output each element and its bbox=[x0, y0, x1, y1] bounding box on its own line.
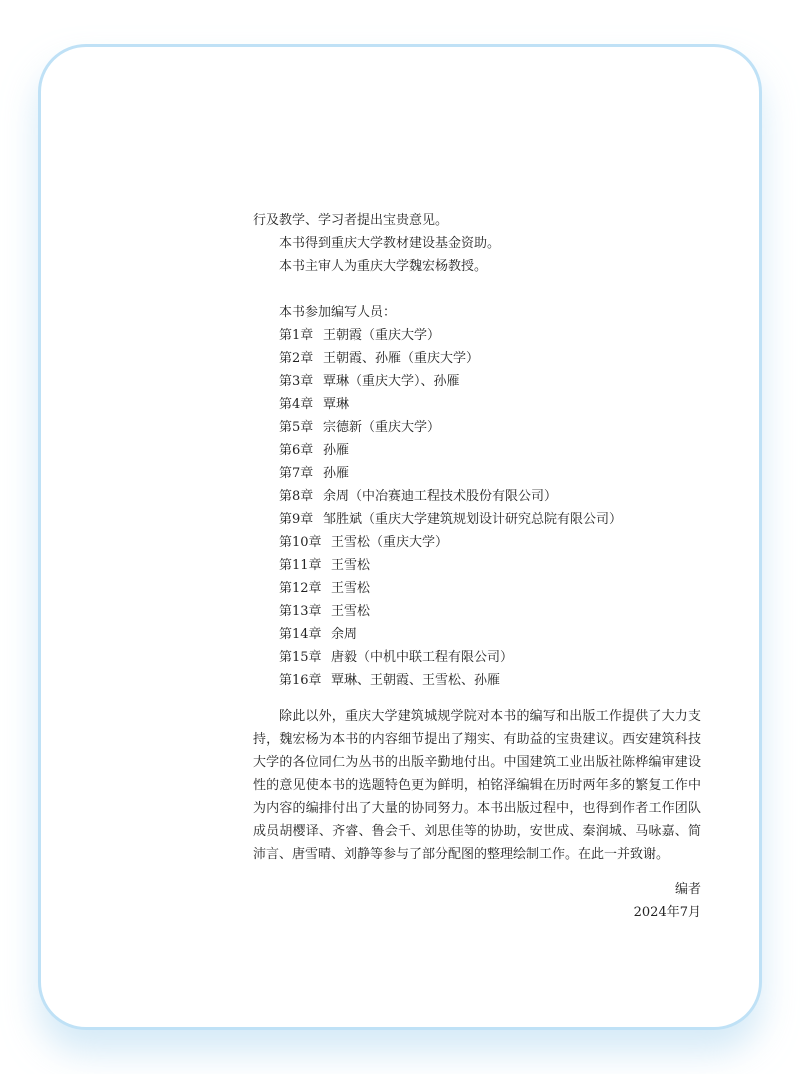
acknowledgement-paragraph: 除此以外，重庆大学建筑城规学院对本书的编写和出版工作提供了大力支持，魏宏杨为本书的内容细节提出了翔实、有助益的宝贵建议。西安建筑科技大学的各位同仁为丛书的出版辛勤地付出。中国建筑工业出版社陈桦编审建设性的意见使本书的选题特色更为鲜明，柏铭泽编辑在历时两年多的繁复工作中为内容的编排付出了大量的协同努力。本书出版过程中，也得到作者工作团队成员胡樱译、齐睿、鲁会千、刘思佳等的协助，安世成、秦润城、马咏嘉、简沛言、唐雪晴、刘静等参与了部分配图的整理绘制工作。在此一并致谢。 bbox=[253, 709, 701, 862]
chapter-authors: 宗德新（重庆大学） bbox=[323, 420, 441, 435]
chapter-number: 第8章 bbox=[279, 489, 314, 504]
chapter-number: 第14章 bbox=[279, 627, 322, 642]
chapter-number: 第6章 bbox=[279, 443, 314, 458]
chapter-authors: 余周（中冶赛迪工程技术股份有限公司） bbox=[323, 489, 558, 504]
chapter-row bbox=[253, 669, 701, 692]
intro-line-reviewer: 本书主审人为重庆大学魏宏杨教授。 bbox=[279, 259, 488, 274]
chapter-row bbox=[253, 508, 701, 531]
chapter-row bbox=[253, 370, 701, 393]
chapter-authors: 王朝霞（重庆大学） bbox=[323, 328, 441, 343]
chapter-row bbox=[253, 347, 701, 370]
chapter-authors: 孙雁 bbox=[323, 466, 350, 481]
chapter-authors: 孙雁 bbox=[323, 443, 350, 458]
chapter-number: 第13章 bbox=[279, 604, 322, 619]
chapter-row bbox=[253, 623, 701, 646]
chapter-authors: 覃琳、王朝霞、王雪松、孙雁 bbox=[331, 673, 501, 688]
chapter-row bbox=[253, 600, 701, 623]
document-body bbox=[253, 209, 701, 924]
chapter-authors: 覃琳 bbox=[323, 397, 350, 412]
chapter-number: 第7章 bbox=[279, 466, 314, 481]
chapter-row bbox=[253, 531, 701, 554]
chapter-row bbox=[253, 554, 701, 577]
chapter-authors: 唐毅（中机中联工程有限公司） bbox=[331, 650, 514, 665]
chapter-authors: 王朝霞、孙雁（重庆大学） bbox=[323, 351, 480, 366]
chapter-number: 第10章 bbox=[279, 535, 322, 550]
chapter-authors: 余周 bbox=[331, 627, 358, 642]
chapter-row bbox=[253, 577, 701, 600]
chapter-number: 第15章 bbox=[279, 650, 322, 665]
chapter-number: 第16章 bbox=[279, 673, 322, 688]
chapter-number: 第11章 bbox=[279, 558, 322, 573]
chapter-number: 第9章 bbox=[279, 512, 314, 527]
chapter-row bbox=[253, 485, 701, 508]
intro-line-continuation: 行及教学、学习者提出宝贵意见。 bbox=[253, 213, 449, 228]
signature: 编者 bbox=[674, 882, 701, 897]
chapter-row bbox=[253, 416, 701, 439]
chapter-authors: 王雪松 bbox=[331, 604, 371, 619]
chapter-authors: 覃琳（重庆大学）、孙雁 bbox=[323, 374, 460, 389]
chapter-row bbox=[253, 439, 701, 462]
chapter-authors: 王雪松 bbox=[331, 581, 371, 596]
chapter-number: 第5章 bbox=[279, 420, 314, 435]
authors-heading: 本书参加编写人员： bbox=[279, 305, 397, 320]
intro-line-funding: 本书得到重庆大学教材建设基金资助。 bbox=[279, 236, 501, 251]
chapter-number: 第1章 bbox=[279, 328, 314, 343]
chapter-number: 第3章 bbox=[279, 374, 314, 389]
chapter-number: 第12章 bbox=[279, 581, 322, 596]
date: 2024年7月 bbox=[633, 905, 701, 920]
chapter-row bbox=[253, 393, 701, 416]
chapter-number: 第2章 bbox=[279, 351, 314, 366]
chapter-row bbox=[253, 646, 701, 669]
chapter-number: 第4章 bbox=[279, 397, 314, 412]
chapter-authors: 王雪松 bbox=[331, 558, 371, 573]
chapter-author-list bbox=[253, 324, 701, 692]
chapter-authors: 王雪松（重庆大学） bbox=[331, 535, 449, 550]
chapter-row bbox=[253, 324, 701, 347]
chapter-authors: 邹胜斌（重庆大学建筑规划设计研究总院有限公司） bbox=[323, 512, 623, 527]
chapter-row bbox=[253, 462, 701, 485]
